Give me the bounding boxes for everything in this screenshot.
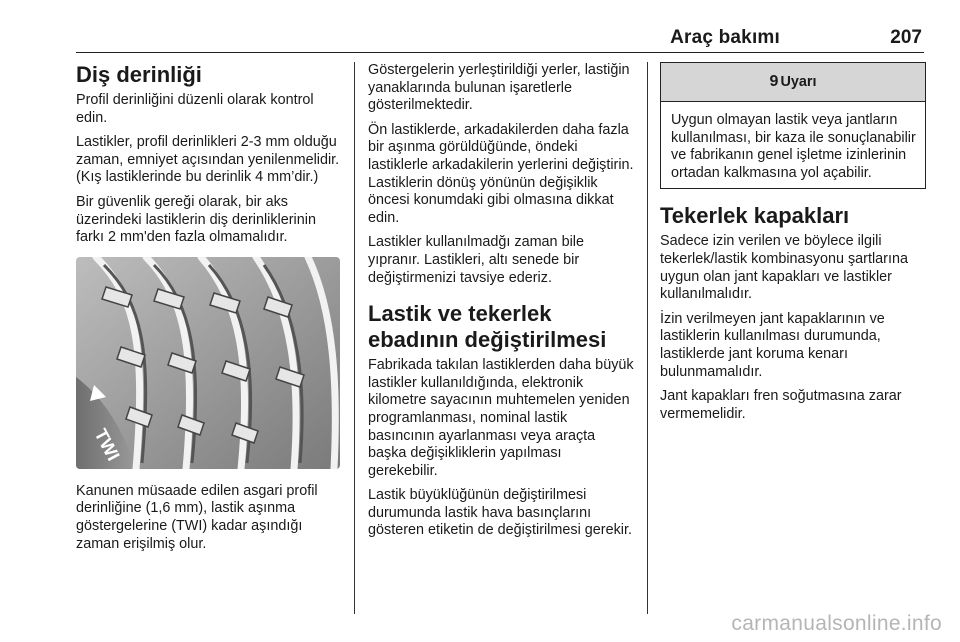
paragraph: Lastikler kullanılmadğı zaman bile yıpranır. Lastikleri, altı senede bir değiştirmenizi tavsiye ederiz. [368, 234, 584, 286]
paragraph: Jant kapakları fren soğutmasına zarar vermemelidir. [660, 388, 902, 422]
paragraph: Ön lastiklerde, arkadakilerden daha fazla bir aşınma görüldüğünde, öndeki lastiklerle arkadakilerin yerlerini değiştirin. Lastiklerin dönüş yönünün değişiklik öncesi konumdaki gibi olmasına dikkat edin. [368, 121, 634, 226]
paragraph: İzin verilmeyen jant kapaklarının ve lastiklerin kullanılması durumunda, lastiklerde jant koruma kenarı bulunmamalıdır. [660, 310, 885, 380]
warning-box [660, 62, 926, 189]
warning-title: Uyarı [780, 74, 817, 90]
header-rule [76, 52, 924, 53]
warning-header [661, 63, 925, 102]
page-header-title: Araç bakımı [670, 27, 780, 48]
column-2 [368, 62, 634, 547]
paragraph: Lastikler, profil derinlikleri 2-3 mm olduğu zaman, emniyet açısından yenilenmelidir. (Kış lastiklerinde bu derinlik 4 mm’dir.) [76, 134, 340, 186]
warning-body [661, 102, 925, 188]
paragraph: Bir güvenlik gereği olarak, bir aks üzerindeki lastiklerin diş derinliklerinin farkı 2 mm'den fazla olmamalıdır. [76, 193, 316, 246]
section-heading-wheel-covers: Tekerlek kapakları [660, 203, 850, 229]
paragraph: Göstergelerin yerleştirildiği yerler, lastiğin yanaklarında bulunan işaretlerle gösterilmektedir. [368, 62, 630, 114]
warning-triangle-icon: 9 [769, 73, 779, 90]
watermark: carmanualsonline.info [731, 612, 942, 635]
section-heading-tire-size-change: Lastik ve tekerlek ebadının değiştirilmesi [368, 301, 607, 353]
illustration-caption: Kanunen müsaade edilen asgari profil derinliğine (1,6 mm), lastik aşınma göstergelerine (TWI) kadar aşındığı zaman erişilmiş olur. [76, 482, 318, 552]
page-number: 207 [890, 27, 922, 48]
paragraph: Lastik büyüklüğünün değiştirilmesi durumunda lastik hava basınçlarını gösteren etiketin de değiştirilmesi gerekir. [368, 487, 632, 539]
column-divider-1 [354, 62, 355, 614]
twi-label: TWI [90, 425, 124, 464]
column-divider-2 [647, 62, 648, 614]
paragraph: Sadece izin verilen ve böylece ilgili tekerlek/lastik kombinasyonu şartlarına uygun olan jant kapakları ve lastikler kullanılmalıdır. [660, 233, 908, 303]
column-1 [76, 62, 344, 560]
paragraph: Profil derinliğini düzenli olarak kontrol edin. [76, 92, 314, 126]
tire-tread-illustration [76, 257, 340, 469]
paragraph: Fabrikada takılan lastiklerden daha büyük lastikler kullanıldığında, elektronik kilometre sayacının muhtemelen yeniden programlanması, nominal lastik basıncının ayarlanması veya araçta başka değişikliklerin yapılması gerekebilir. [368, 357, 634, 479]
warning-text: Uygun olmayan lastik veya jantların kullanılması, bir kaza ile sonuçlanabilir ve fabrikanın genel işletme izinlerinin ortadan kalkmasına yol açabilir. [671, 112, 916, 181]
section-heading-tread-depth: Diş derinliği [76, 62, 202, 87]
column-3 [660, 62, 926, 430]
